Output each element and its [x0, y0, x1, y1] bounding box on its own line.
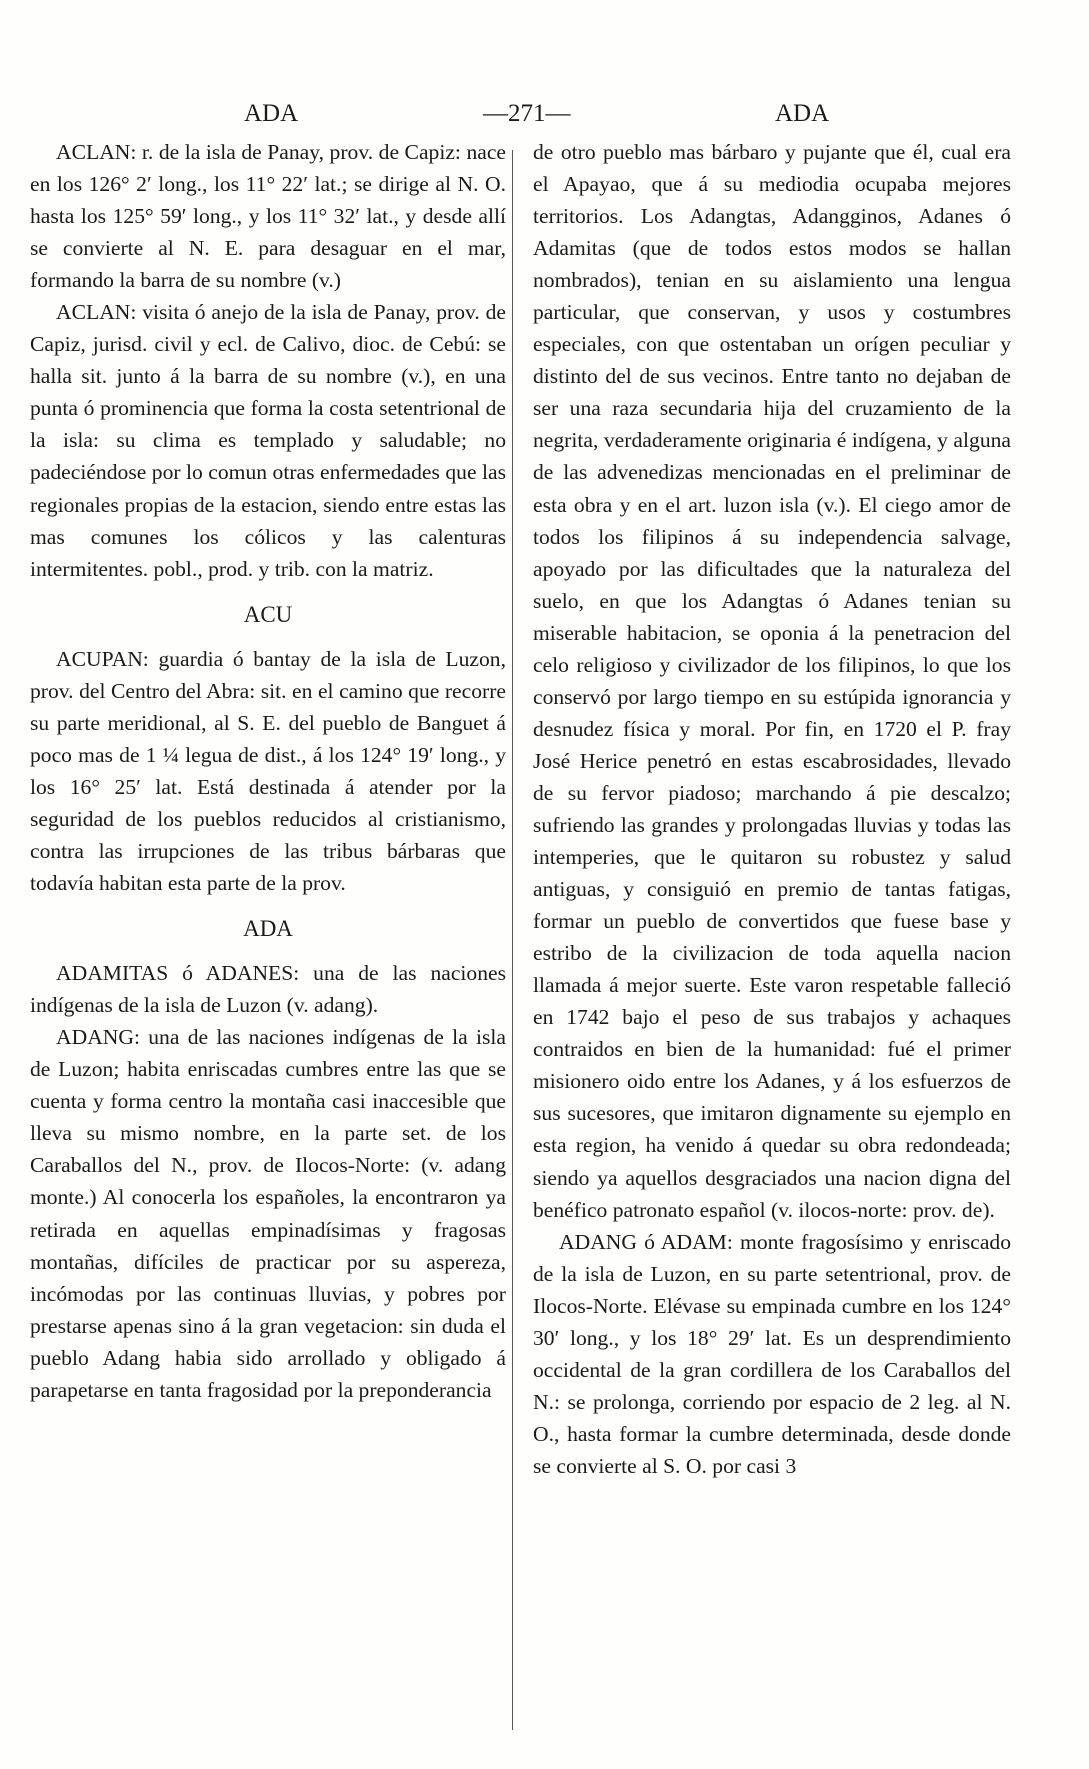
- running-header: [0, 100, 1089, 140]
- left-column: [30, 136, 506, 1406]
- section-heading: ACU: [243, 601, 293, 627]
- header-left-word: ADA: [244, 100, 299, 127]
- entry-paragraph: de otro pueblo mas bárbaro y pujante que él, cual era el Apayao, que á su mediodia ocupaba mejores territorios. Los Adangtas, Adangginos, Adanes ó Adamitas (que de todos estos modos se hallan nombrados), tenian en su aislamiento una lengua particular, que conservan, y usos y costumbres especiales, con que ostentaban un orígen peculiar y distinto del de sus vecinos. Entre tanto no dejaban de ser una raza secundaria hija del cruzamiento de la negrita, verdaderamente originaria é indígena, y alguna de las advenedizas mencionadas en el preliminar de esta obra y en el art. luzon isla (v.). El ciego amor de todos los filipinos á su independencia salvage, apoyado por las dificultades que la naturaleza del suelo, en que los Adangtas ó Adanes tenian su miserable habitacion, se oponia á la penetracion del celo religioso y civilizador de los filipinos, lo que los conservó por largo tiempo en su estúpida ignorancia y desnudez física y moral. Por fin, en 1720 el P. fray José Herice penetró en estas escabrosidades, llevado de su fervor piadoso; marchando á pie descalzo; sufriendo las grandes y prolongadas lluvias y todas las intemperies, que le quitaron su robustez y salud antiguas, y consiguió en premio de tantas fatigas, formar un pueblo de convertidos que fuese base y estribo de la civilizacion de toda aquella nacion llamada á mejor suerte. Este varon respetable falleció en 1742 bajo el peso de sus trabajos y achaques contraidos en bien de la humanidad: fué el primer misionero oido entre los Adanes, y á los esfuerzos de sus sucesores, que imitaron dignamente su ejemplo en esta region, ha venido á quedar su obra redondeada; siendo ya aquellos desgraciados una nacion digna del benéfico patronato español (v. ilocos-norte: prov. de).: [533, 140, 1011, 1222]
- page-number: —271—: [483, 100, 571, 127]
- header-right-word: ADA: [775, 100, 830, 127]
- entry-paragraph: ADANG: una de las naciones indígenas de la isla de Luzon; habita enriscadas cumbres entre las que se cuenta y forma centro la montaña casi inaccesible que lleva su mismo nombre, en la parte set. de los Caraballos del N., prov. de Ilocos-Norte: (v. adang monte.) Al conocerla los españoles, la encontraron ya retirada en aquellas empinadísimas y fragosas montañas, difíciles de practicar por su aspereza, incómodas por las continuas lluvias, y pobres por prestarse apenas sino á la gran vegetacion: sin duda el pueblo Adang habia sido arrollado y obligado á parapetarse en tanta fragosidad por la preponderancia: [30, 1025, 506, 1402]
- entry-paragraph: ACUPAN: guardia ó bantay de la isla de Luzon, prov. del Centro del Abra: sit. en el camino que recorre su parte meridional, al S. E. del pueblo de Banguet á poco mas de 1 ¼ legua de dist., á los 124° 19′ long., y los 16° 25′ lat. Está destinada á atender por la seguridad de los pueblos reducidos al cristianismo, contra las irrupciones de las tribus bárbaras que todavía habitan esta parte de la prov.: [30, 646, 506, 896]
- entry-paragraph: ACLAN: visita ó anejo de la isla de Panay, prov. de Capiz, jurisd. civil y ecl. de Calivo, dioc. de Cebú: se halla sit. junto á la barra de su nombre (v.), en una punta ó prominencia que forma la costa setentrional de la isla: su clima es templado y saludable; no padeciéndose por lo comun otras enfermedades que las regionales propias de la estacion, siendo entre estas las mas comunes los cólicos y las calenturas intermitentes. pobl., prod. y trib. con la matriz.: [30, 300, 506, 581]
- right-column: [533, 136, 1011, 1482]
- entry-paragraph: ADANG ó ADAM: monte fragosísimo y enriscado de la isla de Luzon, en su parte setentrional, prov. de Ilocos-Norte. Elévase su empinada cumbre en los 124° 30′ long., y los 18° 29′ lat. Es un desprendimiento occidental de la gran cordillera de los Caraballos del N.: se prolonga, corriendo por espacio de 2 leg. al N. O., hasta formar la cumbre determinada, desde donde se convierte al S. O. por casi 3: [533, 1229, 1011, 1478]
- entry-paragraph: ACLAN: r. de la isla de Panay, prov. de Capiz: nace en los 126° 2′ long., los 11° 22′ lat.; se dirige al N. O. hasta los 125° 59′ long., y los 11° 32′ lat., y desde allí se convierte al N. E. para desaguar en el mar, formando la barra de su nombre (v.): [30, 140, 506, 293]
- section-heading: ADA: [243, 916, 293, 942]
- column-divider: [512, 150, 513, 1730]
- entry-paragraph: ADAMITAS ó ADANES: una de las naciones indígenas de la isla de Luzon (v. adang).: [30, 961, 506, 1018]
